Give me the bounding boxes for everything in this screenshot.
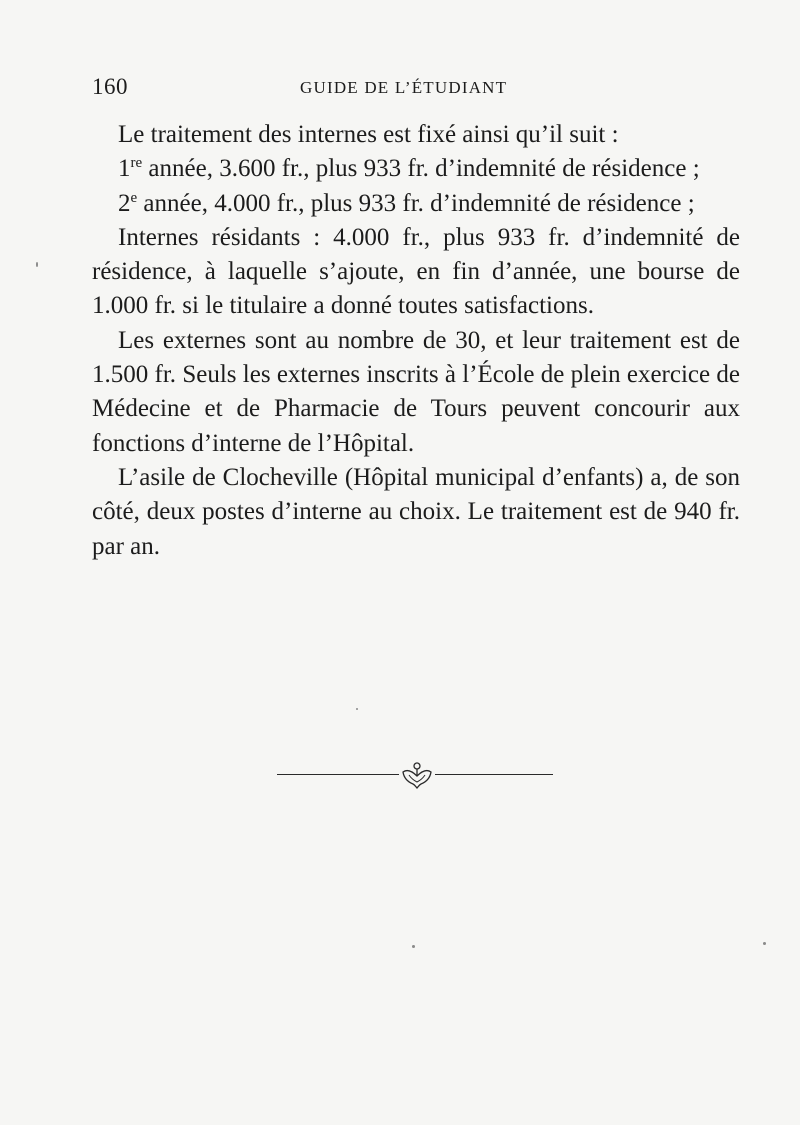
paragraph-clocheville: L’asile de Clocheville (Hôpital municipal d’enfants) a, de son côté, deux postes d’interne au choix. Le traitement est de 940 fr. par an. — [92, 463, 740, 560]
paper-speck — [412, 945, 415, 948]
fleuron-ornament-icon — [399, 760, 435, 790]
ornament-rule-left — [277, 774, 399, 775]
first-year-text: année, 3.600 fr., plus 933 fr. d’indemnité de résidence ; — [142, 155, 700, 183]
paragraph-intro: Le traitement des internes est fixé ainsi qu’il suit : — [118, 121, 619, 148]
paper-speck — [36, 262, 38, 267]
paragraph-first-year — [92, 152, 740, 186]
second-year-number: 2 — [118, 189, 131, 217]
first-year-number: 1 — [118, 155, 131, 183]
running-head: GUIDE DE L’ÉTUDIANT — [300, 78, 508, 97]
paper-speck — [763, 942, 766, 945]
second-year-text: année, 4.000 fr., plus 933 fr. d’indemnité de résidence ; — [137, 189, 695, 217]
first-year-superscript: re — [130, 155, 143, 172]
second-year-superscript: e — [130, 189, 138, 206]
page-number: 160 — [92, 74, 128, 99]
paragraph-second-year — [92, 187, 740, 221]
paragraph-resident-interns: Internes résidants : 4.000 fr., plus 933 fr. d’indemnité de résidence, à laquelle s’ajoute, en fin d’année, une bourse de 1.000 fr. si le titulaire a donné toutes satisfactions. — [92, 223, 740, 320]
body-text — [92, 118, 740, 564]
paper-speck — [356, 708, 358, 710]
ornament-rule-right — [435, 774, 553, 775]
fleuron-ornament — [277, 760, 553, 790]
paragraph-externs: Les externes sont au nombre de 30, et leur traitement est de 1.500 fr. Seuls les externes inscrits à l’École de plein exercice de Médecine et de Pharmacie de Tours peuvent concourir aux fonctions d’interne de l’Hôpital. — [92, 326, 740, 457]
